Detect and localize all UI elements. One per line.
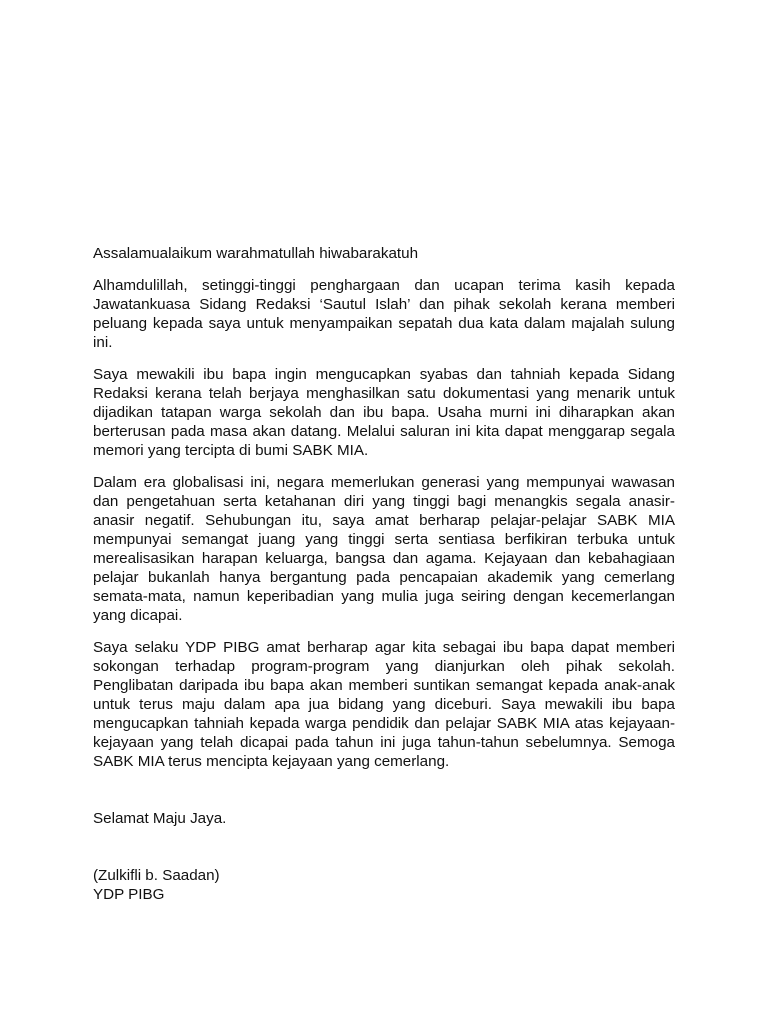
signature-block <box>93 866 675 904</box>
paragraph-3: Dalam era globalisasi ini, negara memerlukan generasi yang mempunyai wawasan dan pengetahuan serta ketahanan diri yang tinggi bagi menangkis segala anasir-anasir negatif. Sehubungan itu, saya amat berharap pelajar-pelajar SABK MIA mempunyai semangat juang yang tinggi serta sentiasa berfikiran terbuka untuk merealisasikan harapan keluarga, bangsa dan agama. Kejayaan dan kebahagiaan pelajar bukanlah hanya bergantung pada pencapaian akademik yang cemerlang semata-mata, namun keperibadian yang mulia juga seiring dengan kecemerlangan yang dicapai. <box>93 474 675 624</box>
signatory-name: (Zulkifli b. Saadan) <box>93 867 220 884</box>
paragraph-1: Alhamdulillah, setinggi-tinggi penghargaan dan ucapan terima kasih kepada Jawatankuasa Sidang Redaksi ‘Sautul Islah’ dan pihak sekolah kerana memberi peluang kepada saya untuk menyampaikan sepatah dua kata dalam majalah sulung ini. <box>93 277 675 351</box>
signatory-title: YDP PIBG <box>93 886 165 903</box>
closing-line: Selamat Maju Jaya. <box>93 810 227 827</box>
paragraph-4: Saya selaku YDP PIBG amat berharap agar kita sebagai ibu bapa dapat memberi sokongan terhadap program-program yang dianjurkan oleh pihak sekolah. Penglibatan daripada ibu bapa akan memberi suntikan semangat kepada anak-anak untuk terus maju dalam apa jua bidang yang diceburi. Saya mewakili ibu bapa mengucapkan tahniah kepada warga pendidik dan pelajar SABK MIA atas kejayaan-kejayaan yang telah dicapai pada tahun ini juga tahun-tahun sebelumnya. Semoga SABK MIA terus mencipta kejayaan yang cemerlang. <box>93 639 675 770</box>
greeting-line: Assalamualaikum warahmatullah hiwabarakatuh <box>93 245 419 262</box>
paragraph-2: Saya mewakili ibu bapa ingin mengucapkan syabas dan tahniah kepada Sidang Redaksi kerana telah berjaya menghasilkan satu dokumentasi yang menarik untuk dijadikan tatapan warga sekolah dan ibu bapa. Usaha murni ini diharapkan akan berterusan pada masa akan datang. Melalui saluran ini kita dapat menggarap segala memori yang tercipta di bumi SABK MIA. <box>93 366 675 459</box>
letter-body <box>93 244 675 904</box>
